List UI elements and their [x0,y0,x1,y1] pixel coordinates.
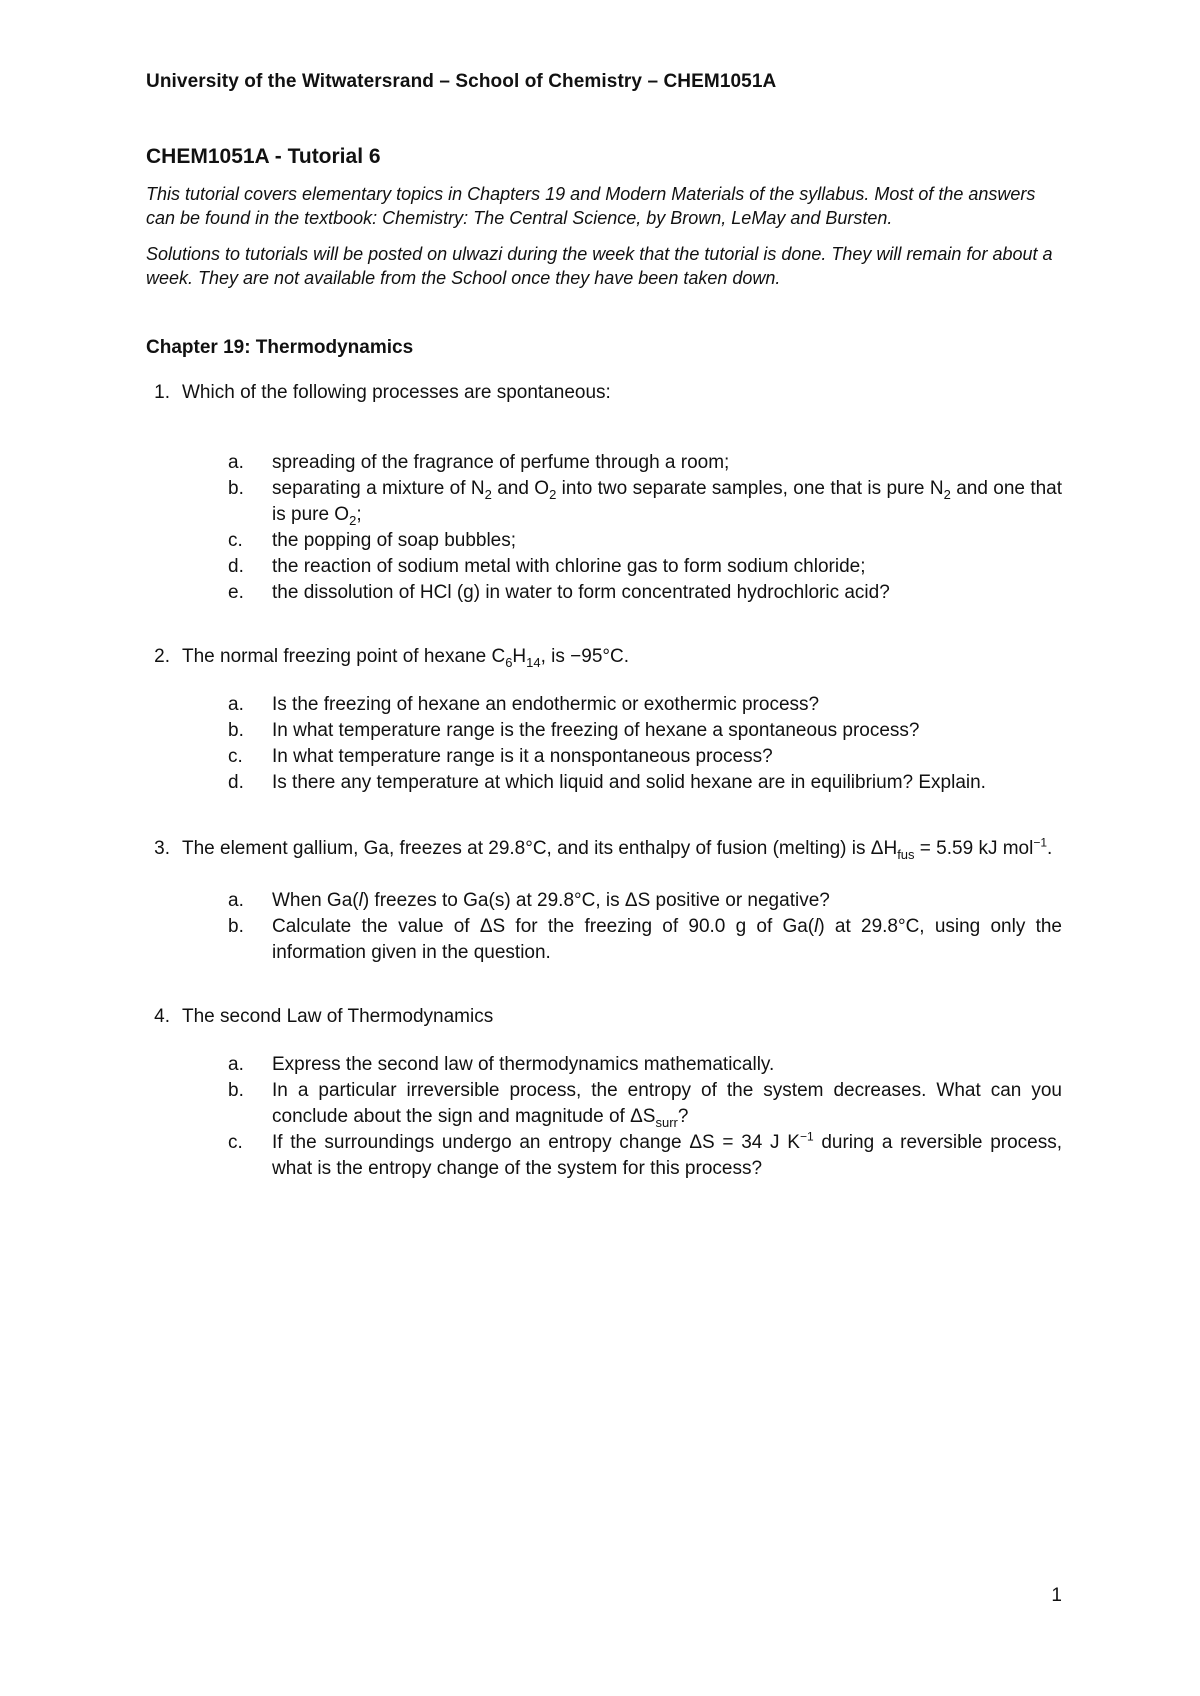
list-item: c. In what temperature range is it a nonspontaneous process? [228,746,773,767]
intro-paragraph-2: Solutions to tutorials will be posted on ulwazi during the week that the tutorial is done. They will remain for about a week. They are not available from the School once they have been taken down. [146,244,1053,288]
tutorial-title: CHEM1051A - Tutorial 6 [146,145,381,168]
question-text: Which of the following processes are spontaneous: [182,382,611,403]
question-2 [146,644,1062,670]
list-item: b. Calculate the value of ΔS for the freezing of 90.0 g of Ga(l) at 29.8°C, using only the information given in the question. [228,916,1062,963]
intro-paragraph-1: This tutorial covers elementary topics in Chapters 19 and Modern Materials of the syllabus. Most of the answers can be found in the textbook: Chemistry: The Central Science, by Brown, LeMay and Bursten. [146,184,1036,228]
question-2-parts [146,692,1062,796]
question-4 [146,1004,1062,1030]
question-1 [146,380,1062,406]
list-item: a. When Ga(l) freezes to Ga(s) at 29.8°C, is ΔS positive or negative? [228,890,830,911]
question-text: The second Law of Thermodynamics [182,1006,494,1027]
list-item: c. the popping of soap bubbles; [228,530,517,551]
list-item: e. the dissolution of HCl (g) in water to form concentrated hydrochloric acid? [228,582,890,603]
page-header: University of the Witwatersrand – School of Chemistry – CHEM1051A [146,71,777,92]
question-4-parts [146,1052,1062,1182]
question-text: The normal freezing point of hexane $C_6H_{14}$, is −95°C. [182,646,630,670]
question-text: The element gallium, Ga, freezes at 29.8°C, and its enthalpy of fusion (melting) is $\Delta H_{fus} = 5.59$ kJ mol$^{-1}$. [182,835,1053,862]
question-1-parts [146,450,1062,606]
question-number: 2. [154,646,170,667]
list-item: d. the reaction of sodium metal with chlorine gas to form sodium chloride; [228,556,866,577]
list-item: a. Express the second law of thermodynamics mathematically. [228,1054,775,1075]
page-content [146,70,1062,1182]
list-item: a. Is the freezing of hexane an endothermic or exothermic process? [228,694,820,715]
question-3-parts [146,888,1062,966]
list-item: b. In a particular irreversible process, the entropy of the system decreases. What can you conclude about the sign and magnitude of $\Delta S_{surr}$? [228,1080,1062,1130]
list-item: b. separating a mixture of $N_2$ and $O_2$ into two separate samples, one that is pure $N_2$ and one that is pure $O_2$; [228,478,1063,528]
page-number: 1 [1051,1585,1062,1606]
question-number: 3. [154,838,170,859]
question-3 [146,836,1062,862]
list-item: a. spreading of the fragrance of perfume through a room; [228,452,730,473]
question-number: 4. [154,1006,170,1027]
chapter-heading: Chapter 19: Thermodynamics [146,337,414,358]
list-item: d. Is there any temperature at which liquid and solid hexane are in equilibrium? Explain. [228,772,986,793]
list-item: c. If the surroundings undergo an entropy change ΔS = 34 J $K^{-1}$ during a reversible process, what is the entropy change of the system for this process? [228,1129,1063,1179]
question-number: 1. [154,382,170,403]
list-item: b. In what temperature range is the freezing of hexane a spontaneous process? [228,720,920,741]
